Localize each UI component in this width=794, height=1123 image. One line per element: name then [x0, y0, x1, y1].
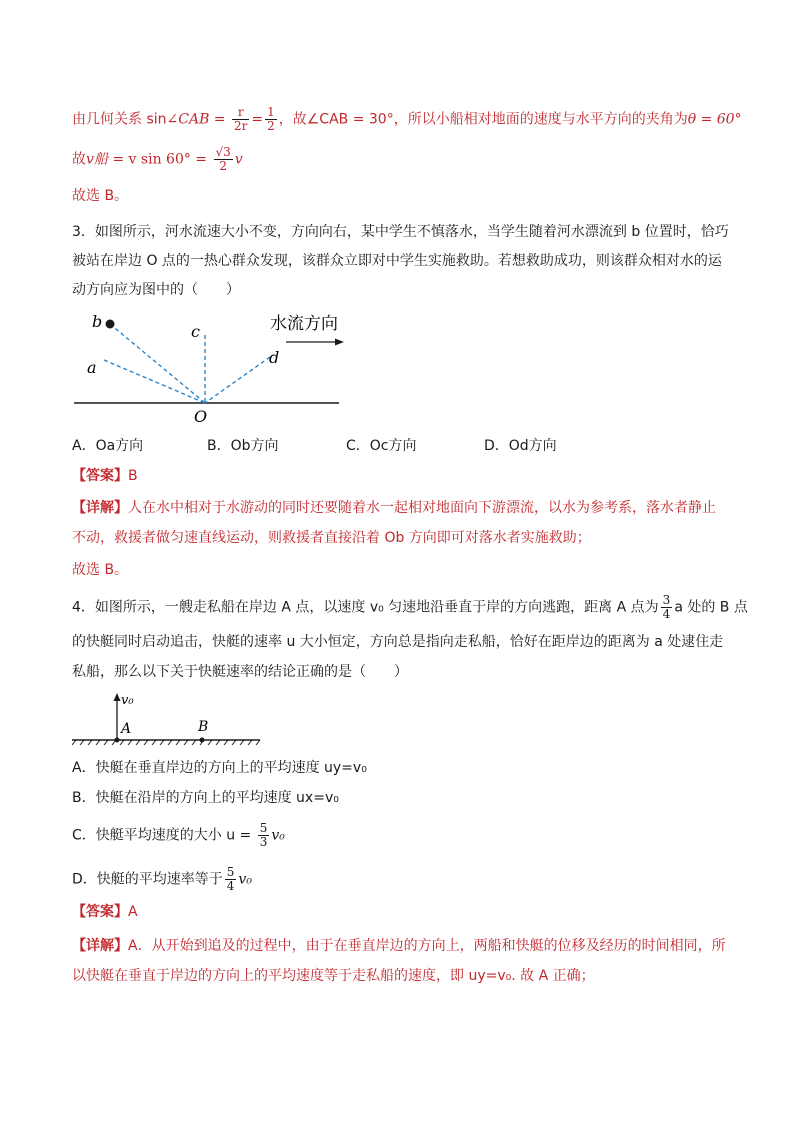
q3-detail-line1: 【详解】人在水中相对于水游动的同时还要随着水一起相对地面向下游漂流，以水为参考系，落水者静止 — [72, 500, 716, 516]
q4-detail-line1: 【详解】A．从开始到追及的过程中，由于在垂直岸边的方向上，两船和快艇的位移及经历的时间相同，所 — [72, 938, 726, 954]
q3-option-a: A．Oa方向 — [72, 438, 144, 454]
q3-option-c: C．Oc方向 — [346, 438, 417, 454]
label-O: O — [194, 407, 208, 425]
v0-arrow-head — [114, 693, 121, 701]
q3-answer: 【答案】B — [72, 468, 138, 484]
q3-stem-line1: 3．如图所示，河水流速大小不变，方向向右，某中学生不慎落水，当学生随着河水漂流到 b 位置时，恰巧 — [72, 224, 729, 240]
label-d: d — [269, 348, 280, 367]
q4-option-b: B．快艇在沿岸的方向上的平均速度 ux=v₀ — [72, 790, 339, 806]
label-a: a — [87, 358, 97, 377]
q3-conclusion: 故选 B。 — [72, 562, 129, 578]
q3-option-b: B．Ob方向 — [207, 438, 279, 454]
line-Oa — [104, 360, 205, 403]
fraction-3-4: $\frac{3}{4}$ — [662, 593, 671, 621]
q4-option-d: D．快艇的平均速率等于 $\frac{5}{4}$ v₀ — [72, 865, 252, 893]
q4-stem-line3: 私船，那么以下关于快艇速率的结论正确的是（ ） — [72, 664, 408, 680]
student-dot — [106, 320, 115, 329]
q3-detail-line2: 不动，救援者做匀速直线运动，则救援者直接沿着 Ob 方向即可对落水者实施救助； — [72, 530, 591, 546]
flow-direction-label: 水流方向 — [270, 314, 338, 334]
q4-option-c: C．快艇平均速度的大小 u = $\frac{5}{3}$ v₀ — [72, 821, 285, 849]
q4-detail-line2: 以快艇在垂直于岸边的方向上的平均速度等于走私船的速度，即 uy=v₀. 故 A 正确； — [72, 968, 595, 984]
label-c: c — [191, 322, 200, 341]
line-Od — [205, 357, 270, 403]
p2-conclusion: 故选 B。 — [72, 188, 129, 204]
q4-stem-line2: 的快艇同时启动追击，快艇的速率 u 大小恒定，方向总是指向走私船，恰好在距岸边的距离为 a 处逮住走 — [72, 634, 724, 650]
label-B: B — [198, 719, 209, 735]
q3-stem-line3: 动方向应为图中的（ ） — [72, 282, 240, 298]
p2-detail-line2: 故v船 = v sin 60° = $\frac{√3}{2}$ v — [72, 145, 243, 173]
label-v0: v₀ — [121, 693, 134, 708]
label-A: A — [121, 721, 132, 737]
q4-answer: 【答案】A — [72, 904, 138, 920]
q4-bank-figure — [72, 690, 272, 750]
q3-river-figure — [72, 305, 362, 425]
point-A — [115, 738, 120, 743]
label-b: b — [92, 312, 103, 331]
fraction-sqrt3-2: $\frac{√3}{2}$ — [215, 145, 231, 173]
q4-option-a: A．快艇在垂直岸边的方向上的平均速度 uy=v₀ — [72, 760, 367, 776]
flow-arrow-head — [335, 339, 344, 346]
point-B — [200, 738, 205, 743]
q3-option-d: D．Od方向 — [484, 438, 557, 454]
fraction-r-2r: $\frac{r}{2r}$ — [234, 105, 248, 133]
fraction-5-4: $\frac{5}{4}$ — [226, 865, 235, 893]
fraction-5-3: $\frac{5}{3}$ — [259, 821, 268, 849]
fraction-1-2: $\frac{1}{2}$ — [267, 105, 275, 133]
p2-detail-line1: 由几何关系 sin∠CAB = $\frac{r}{2r}$ = $\frac{1}{2}$ ，故∠CAB = 30°，所以小船相对地面的速度与水平方向的夹角为θ = 60° — [72, 105, 742, 133]
q4-stem-line1: 4．如图所示，一艘走私船在岸边 A 点，以速度 v₀ 匀速地沿垂直于岸的方向逃跑，距离 A 点为 $\frac{3}{4}$ a 处的 B 点 — [72, 593, 748, 621]
q3-stem-line2: 被站在岸边 O 点的一热心群众发现，该群众立即对中学生实施救助。若想救助成功，则该群众相对水的运 — [72, 253, 722, 269]
